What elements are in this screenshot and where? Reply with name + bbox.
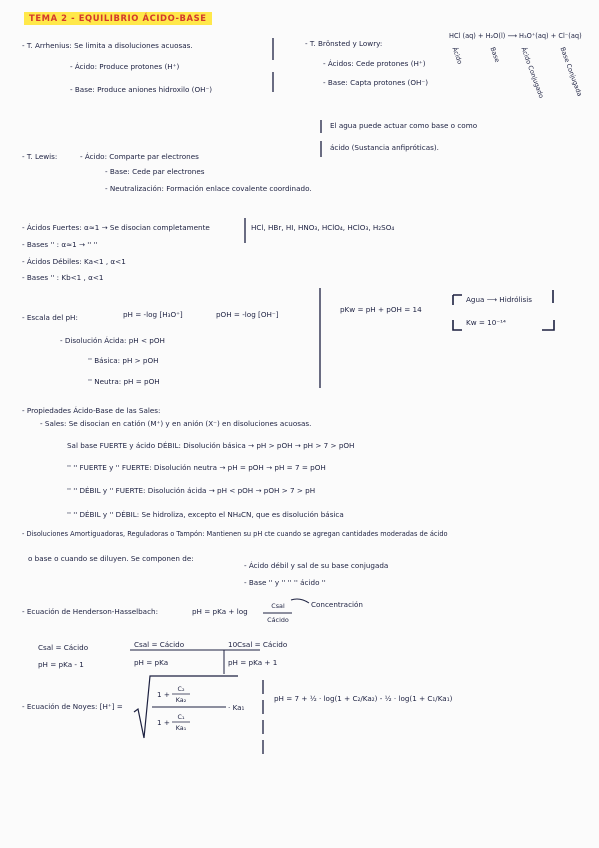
- lewis-heading: - T. Lewis:: [22, 152, 58, 161]
- noyes-numerator-num: C₂: [177, 685, 185, 693]
- salts-row-3: '' '' DÉBIL y '' FUERTE: Disolución ácida → pH < pOH → pOH > 7 > pH: [67, 486, 316, 495]
- noyes-tail: · Ka₁: [228, 703, 245, 712]
- case-3-condition: 10Csal = Cácido: [228, 640, 288, 649]
- buffer-component-1: - Ácido débil y sal de su base conjugada: [244, 561, 389, 570]
- water-box-line2: Kw = 10⁻¹⁴: [466, 318, 506, 327]
- buffer-component-2: - Base '' y '' '' '' ácido '': [244, 578, 326, 587]
- arrhenius-base: - Base: Produce aniones hidroxilo (OH⁻): [70, 85, 213, 94]
- bronsted-base: - Base: Capta protones (OH⁻): [323, 78, 429, 87]
- noyes-ph-formula: pH = 7 + ½ · log(1 + C₂/Ka₂) - ½ · log(1 + C₁/Ka₁): [274, 694, 453, 703]
- noyes-denominator-den: Ka₁: [175, 724, 187, 732]
- label-base: Base: [488, 46, 502, 64]
- strong-bases: - Bases '' : α≈1 → '' '': [22, 240, 98, 249]
- poh-formula: pOH = -log [OH⁻]: [216, 310, 279, 319]
- arrhenius-acid: - Ácido: Produce protones (H⁺): [70, 62, 180, 71]
- salts-row-1: Sal base FUERTE y ácido DÉBIL: Disolución básica → pH > pOH → pH > 7 > pOH: [67, 441, 355, 450]
- water-note-line1: El agua puede actuar como base o como: [330, 121, 478, 130]
- bracket-shape: [542, 320, 554, 330]
- arrhenius-heading: - T. Arrhenius: Se limita a disoluciones acuosas.: [22, 41, 193, 50]
- ph-acid-solution: - Disolución Ácida: pH < pOH: [60, 336, 165, 345]
- bronsted-equation: HCl (aq) + H₂O(l) ⟶ H₃O⁺(aq) + Cl⁻(aq): [449, 32, 582, 40]
- ph-basic-solution: '' Básica: pH > pOH: [88, 356, 159, 365]
- henderson-numerator: Csal: [271, 602, 285, 610]
- bracket-shape: [453, 295, 462, 305]
- salts-heading: - Propiedades Ácido-Base de las Sales:: [22, 406, 161, 415]
- henderson-heading: - Ecuación de Henderson-Hasselbach:: [22, 607, 159, 616]
- bronsted-heading: - T. Brönsted y Lowry:: [305, 39, 383, 48]
- bronsted-acid: - Ácidos: Cede protones (H⁺): [323, 59, 426, 68]
- case-1-condition: Csal = Cácido: [38, 643, 89, 652]
- salts-row-2: '' '' FUERTE y '' FUERTE: Disolución neutra → pH = pOH → pH = 7 = pOH: [67, 463, 326, 472]
- case-2-condition: Csal = Cácido: [134, 640, 185, 649]
- label-conjugate-base: Base Conjugada: [558, 46, 584, 98]
- pkw-formula: pKw = pH + pOH = 14: [340, 305, 422, 314]
- case-2-result: pH = pKa: [134, 658, 169, 667]
- buffer-line-2: o base o cuando se diluyen. Se componen de:: [28, 554, 194, 563]
- henderson-formula: pH = pKa + log: [192, 607, 248, 616]
- label-conjugate-acid: Ácido Conjugado: [519, 46, 546, 100]
- noyes-numerator-prefix: 1 +: [157, 690, 170, 699]
- arrow-shape: [291, 599, 309, 603]
- lewis-neutralization: - Neutralización: Formación enlace covalente coordinado.: [105, 184, 312, 193]
- salts-intro: - Sales: Se disocian en catión (M⁺) y en anión (X⁻) en disoluciones acuosas.: [40, 419, 312, 428]
- ph-formula: pH = -log [H₃O⁺]: [123, 310, 183, 319]
- weak-acids: - Ácidos Débiles: Ka<1 , α<1: [22, 257, 126, 266]
- water-box-line1: Agua ⟶ Hidrólisis: [466, 295, 532, 304]
- buffer-line-1: - Disoluciones Amortiguadoras, Reguladoras o Tampón: Mantienen su pH cte cuando se agregan cantidades moderadas de ácido: [22, 530, 448, 538]
- case-3-result: pH = pKa + 1: [228, 658, 278, 667]
- label-acid: Ácido: [450, 46, 464, 66]
- ph-neutral-solution: '' Neutra: pH = pOH: [88, 377, 160, 386]
- noyes-numerator-den: Ka₂: [175, 696, 187, 704]
- henderson-note: Concentración: [311, 600, 363, 609]
- salts-row-4: '' '' DÉBIL y '' DÉBIL: Se hidroliza, excepto el NH₄CN, que es disolución básica: [67, 510, 344, 519]
- noyes-denominator-prefix: 1 +: [157, 718, 170, 727]
- strong-acids: - Ácidos Fuertes: α≈1 → Se disocian completamente: [22, 223, 210, 232]
- bracket-shape: [453, 320, 462, 330]
- water-note-line2: ácido (Sustancia anfipróticas).: [330, 143, 439, 152]
- noyes-denominator-num: C₁: [177, 713, 185, 721]
- lewis-base: - Base: Cede par electrones: [105, 167, 205, 176]
- henderson-denominator: Cácido: [267, 616, 289, 624]
- lewis-acid: - Ácido: Comparte par electrones: [80, 152, 199, 161]
- ph-scale-heading: - Escala del pH:: [22, 313, 78, 322]
- case-1-result: pH = pKa - 1: [38, 660, 84, 669]
- weak-bases: - Bases '' : Kb<1 , α<1: [22, 273, 104, 282]
- noyes-heading: - Ecuación de Noyes: [H⁺] =: [22, 702, 123, 711]
- strong-acids-list: HCl, HBr, HI, HNO₃, HClO₄, HClO₃, H₂SO₄: [251, 223, 395, 232]
- page-title: TEMA 2 - EQUILIBRIO ÁCIDO-BASE: [24, 12, 212, 25]
